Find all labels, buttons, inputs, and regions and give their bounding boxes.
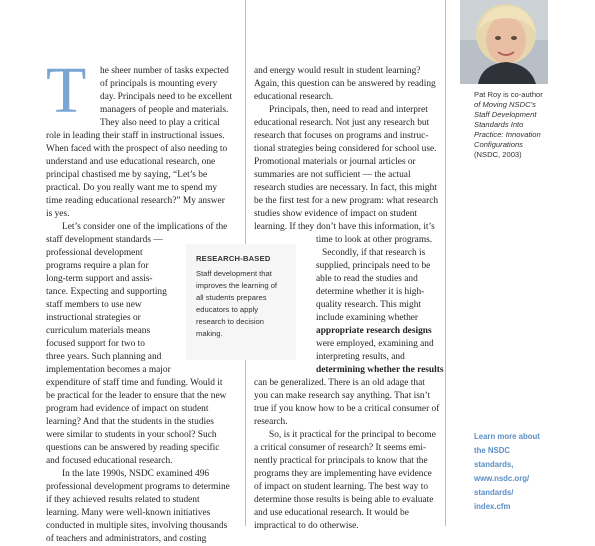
text-line: practical. Do you really want me to spend my bbox=[46, 183, 218, 193]
text-line: determining whether the results bbox=[316, 365, 444, 375]
text-line: focused support for two to bbox=[46, 339, 145, 349]
text-line: So, is it practical for the principal to become bbox=[269, 430, 436, 440]
text-line: learning? And that the students in the studies bbox=[46, 417, 214, 427]
text-line: and focused educational research. bbox=[46, 456, 173, 466]
text-line: impractical to do otherwise. bbox=[254, 521, 359, 531]
text-line: interpreting results, and bbox=[316, 352, 405, 362]
text-line: determine whether it is high- bbox=[316, 287, 425, 297]
caption-line: Standards Into bbox=[474, 120, 524, 129]
text-line: role in leading their staff in instructional issues. bbox=[46, 131, 225, 141]
text-line: conducted in multiple sites, involving thousands bbox=[46, 521, 228, 531]
text-line: be practical for the leader to ensure that the new bbox=[46, 391, 227, 401]
callout-text-line: making. bbox=[196, 329, 223, 338]
text-line: three years. Such planning and bbox=[46, 352, 162, 362]
text-line: be the first test for a new program: what research bbox=[254, 196, 439, 206]
text-line: programs they are implementing have evidence bbox=[254, 469, 432, 479]
text-line: summaries are not sufficient — the actual bbox=[254, 170, 411, 180]
text-line: determine those results is being able to evaluate bbox=[254, 495, 434, 505]
text-line: day. Principals need to be excellent bbox=[100, 92, 233, 102]
caption-line: Pat Roy is co-author bbox=[474, 90, 543, 99]
text-line: of impact on student learning. The best way to bbox=[254, 482, 429, 492]
callout-text-line: all students prepares bbox=[196, 293, 267, 302]
text-line: implementation becomes a major bbox=[46, 365, 171, 375]
author-portrait-image bbox=[460, 0, 548, 84]
text-line: tance. Expecting and supporting bbox=[46, 287, 167, 297]
text-line: he sheer number of tasks expected bbox=[100, 66, 229, 76]
link-line[interactable]: Learn more about bbox=[474, 432, 540, 441]
text-line: professional development programs to determine bbox=[46, 482, 230, 492]
link-line[interactable]: index.cfm bbox=[474, 502, 511, 511]
text-line: They also need to play a critical bbox=[100, 118, 220, 128]
callout-text-line: improves the learning of bbox=[196, 281, 278, 290]
text-line: time reading educational research?” My answer bbox=[46, 196, 225, 206]
text-line: were employed, examining and bbox=[316, 339, 434, 349]
text-line: program had evidence of impact on student bbox=[46, 404, 209, 414]
text-line: professional development bbox=[46, 248, 143, 258]
text-line: understand and use educational research, one bbox=[46, 157, 216, 167]
research-based-callout bbox=[186, 244, 296, 360]
text-line: managers of people and materials. bbox=[100, 105, 229, 115]
text-line: expenditure of staff time and funding. Would it bbox=[46, 378, 223, 388]
text-line: In the late 1990s, NSDC examined 496 bbox=[62, 469, 210, 479]
text-line: long-term support and assis- bbox=[46, 274, 153, 284]
text-line: if they achieved results related to student bbox=[46, 495, 200, 505]
text-line: Secondly, if that research is bbox=[322, 248, 426, 258]
text-line: research. bbox=[254, 417, 288, 427]
text-line: research that focuses on programs and instruc- bbox=[254, 131, 429, 141]
text-line: you can make research say anything. That isn’t bbox=[254, 391, 431, 401]
text-line: learning. If they don’t have this information, it’s bbox=[254, 222, 435, 232]
text-line: questions can be answered by reading specific bbox=[46, 443, 220, 453]
text-line: include examining whether bbox=[316, 313, 419, 323]
link-line[interactable]: the NSDC bbox=[474, 446, 510, 455]
column-divider-right bbox=[445, 0, 446, 526]
text-line: Let’s consider one of the implications of the bbox=[62, 222, 228, 232]
caption-line: Staff Development bbox=[474, 110, 537, 119]
text-line: Again, this question can be answered by reading bbox=[254, 79, 436, 89]
text-line: Promotional materials or journal articles or bbox=[254, 157, 416, 167]
callout-text-line: research to decision bbox=[196, 317, 264, 326]
text-line: principal chastised me by saying, “Let’s be bbox=[46, 170, 208, 180]
text-line: a critical consumer of research? It seems emi- bbox=[254, 443, 427, 453]
text-line: appropriate research designs bbox=[316, 326, 432, 336]
text-line: programs require a plan for bbox=[46, 261, 149, 271]
text-line: is yes. bbox=[46, 209, 70, 219]
text-line: educational research. bbox=[254, 92, 334, 102]
text-line: of principals is mounting every bbox=[100, 79, 218, 89]
text-line: of teachers and administrators, and costing bbox=[46, 534, 207, 544]
text-line: true if you know how to be a critical consumer of bbox=[254, 404, 440, 414]
text-line: tional strategies being considered for school use. bbox=[254, 144, 437, 154]
callout-heading: RESEARCH-BASED bbox=[196, 254, 271, 263]
text-line: nently practical for principals to know that the bbox=[254, 456, 428, 466]
text-line: and energy would result in student learning? bbox=[254, 66, 421, 76]
text-line: quality research. This might bbox=[316, 300, 422, 310]
drop-cap: T bbox=[46, 54, 87, 127]
text-line: research studies are necessary. In fact, this might bbox=[254, 183, 437, 193]
caption-line: Configurations bbox=[474, 140, 523, 149]
text-line: supplied, principals need to be bbox=[316, 261, 431, 271]
text-line: educational research. Not just any research but bbox=[254, 118, 430, 128]
author-photo bbox=[460, 0, 548, 84]
text-line: curriculum materials means bbox=[46, 326, 151, 336]
callout-text-line: educators to apply bbox=[196, 305, 259, 314]
text-line: were similar to students in your school? Such bbox=[46, 430, 217, 440]
text-line: Principals, then, need to read and interpret bbox=[269, 105, 428, 115]
caption-line: of Moving NSDC’s bbox=[474, 100, 536, 109]
text-line: staff members to use new bbox=[46, 300, 142, 310]
text-line: time to look at other programs. bbox=[316, 235, 433, 245]
text-line: able to read the studies and bbox=[316, 274, 418, 284]
text-line: studies show evidence of impact on student bbox=[254, 209, 417, 219]
text-line: When faced with the prospect of also needing to bbox=[46, 144, 228, 154]
caption-line: Practice: Innovation bbox=[474, 130, 541, 139]
text-line: learning. Many were well-known initiatives bbox=[46, 508, 211, 518]
text-line: instructional strategies or bbox=[46, 313, 141, 323]
link-line[interactable]: www.nsdc.org/ bbox=[474, 474, 530, 483]
text-line: staff development standards — bbox=[46, 235, 163, 245]
callout-text-line: Staff development that bbox=[196, 269, 272, 278]
link-line[interactable]: standards/ bbox=[474, 488, 514, 497]
link-line[interactable]: standards, bbox=[474, 460, 514, 469]
caption-line: (NSDC, 2003) bbox=[474, 150, 522, 159]
text-line: and use educational research. It would be bbox=[254, 508, 409, 518]
text-line: can be generalized. There is an old adage that bbox=[254, 378, 425, 388]
